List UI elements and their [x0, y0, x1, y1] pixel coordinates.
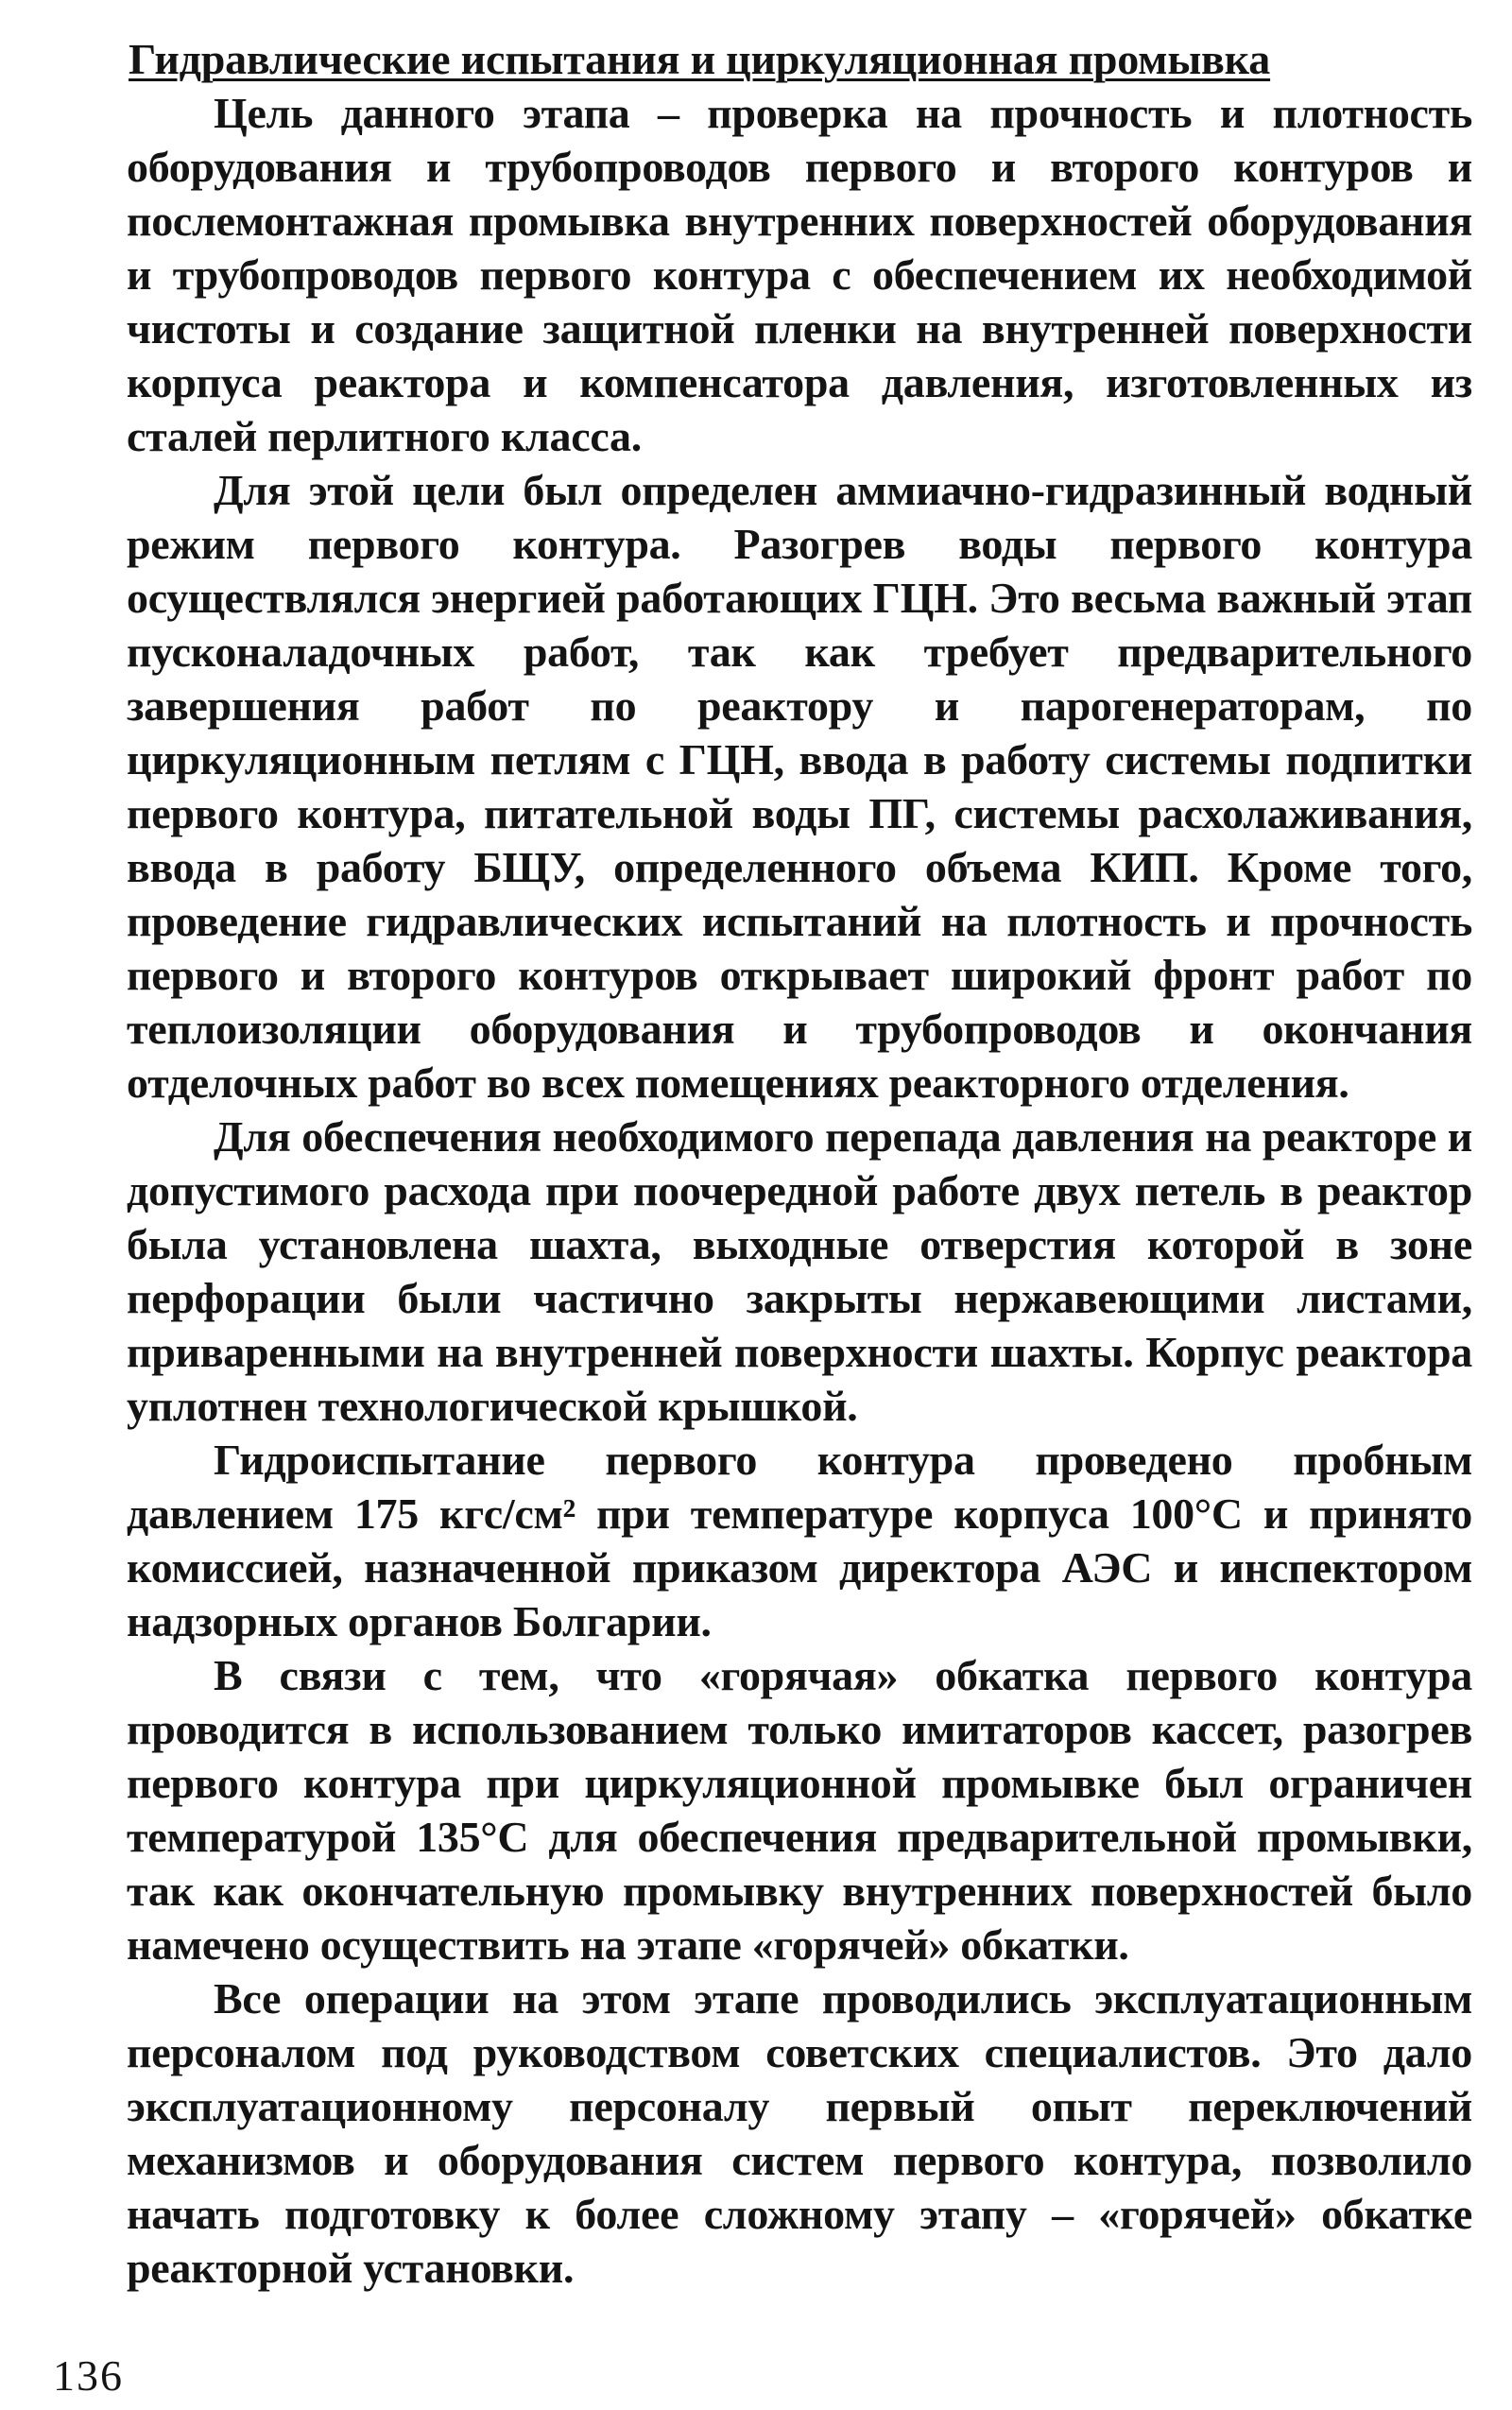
paragraph-1: Цель данного этапа – проверка на прочность и плотность оборудования и трубопроводов первого и второго контуров и послемонтажная промывка внутренних поверхностей оборудования и трубопроводов первого контура с обеспечением их необходимой чистоты и создание защитной пленки на внутренней поверхности корпуса реактора и компенсатора давления, изготовленных из сталей перлитного класса. — [127, 89, 1472, 460]
paragraph-2: Для этой цели был определен аммиачно-гидразинный водный режим первого контура. Разогрев воды первого контура осуществлялся энергией работающих ГЦН. Это весьма важный этап пусконаладочных работ, так как требует предварительного завершения работ по реактору и парогенераторам, по циркуляционным петлям с ГЦН, ввода в работу системы подпитки первого контура, питательной воды ПГ, системы расхолаживания, ввода в работу БЩУ, определенного объема КИП. Кроме того, проведение гидравлических испытаний на плотность и прочность первого и второго контуров открывает широкий фронт работ по теплоизоляции оборудования и трубопроводов и окончания отделочных работ во всех помещениях реакторного отделения. — [127, 466, 1472, 1107]
page-number: 136 — [53, 2351, 124, 2400]
section-heading: Гидравлические испытания и циркуляционная промывка — [129, 35, 1271, 83]
text-body — [127, 32, 1472, 2295]
paragraph-6: Все операции на этом этапе проводились эксплуатационным персоналом под руководством советских специалистов. Это дало эксплуатационному персоналу первый опыт переключений механизмов и оборудования систем первого контура, позволило начать подготовку к более сложному этапу – «горячей» обкатке реакторной установки. — [127, 1974, 1472, 2292]
paragraph-5: В связи с тем, что «горячая» обкатка первого контура проводится в использованием только имитаторов кассет, разогрев первого контура при циркуляционной промывке был ограничен температурой 135°С для обеспечения предварительной промывки, так как окончательную промывку внутренних поверхностей было намечено осуществить на этапе «горячей» обкатки. — [127, 1651, 1472, 1969]
paragraph-3: Для обеспечения необходимого перепада давления на реакторе и допустимого расхода при поочередной работе двух петель в реактор была установлена шахта, выходные отверстия которой в зоне перфорации были частично закрыты нержавеющими листами, приваренными на внутренней поверхности шахты. Корпус реактора уплотнен технологической крышкой. — [127, 1112, 1472, 1430]
paragraph-4: Гидроиспытание первого контура проведено пробным давлением 175 кгс/см² при температуре корпуса 100°С и принято комиссией, назначенной приказом директора АЭС и инспектором надзорных органов Болгарии. — [127, 1436, 1472, 1645]
